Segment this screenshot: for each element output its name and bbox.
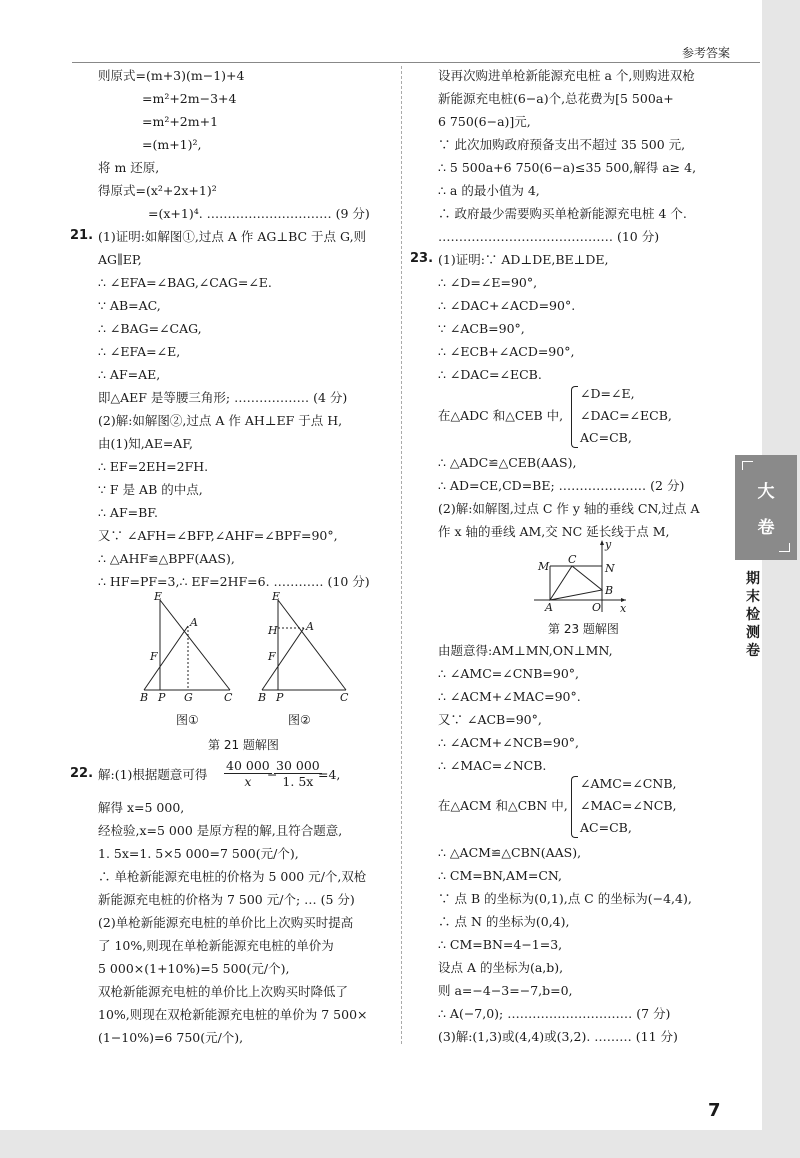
label-E: E [154, 590, 163, 603]
text-line: − [267, 767, 278, 782]
text-line: ∴ ∠ACM+∠NCB=90°, [438, 735, 580, 750]
text-line: 设点 A 的坐标为(a,b), [438, 960, 564, 975]
text-line: (2)解:如解图,过点 C 作 y 轴的垂线 CN,过点 A [438, 501, 700, 516]
system-line: AC=CB, [580, 430, 632, 445]
text-line: ∴ AF=BF. [98, 505, 158, 520]
text-line: ∴ ∠BAG=∠CAG, [98, 321, 202, 336]
label-O: O [592, 601, 602, 614]
text-line: (1)证明:如解图①,过点 A 作 AG⊥BC 于点 G,则 [98, 229, 367, 244]
label-C: C [224, 691, 233, 702]
text-line: 则 a=−4−3=−7,b=0, [438, 983, 573, 998]
text-line: =m²+2m+1 [142, 114, 219, 129]
fraction-numerator: 40 000 [226, 758, 270, 773]
text-line: 则原式=(m+3)(m−1)+4 [98, 68, 245, 83]
text-line: ∴ CM=BN,AM=CN, [438, 868, 563, 883]
text-line: ∴ A(−7,0); ………………………… (7 分) [438, 1006, 671, 1021]
label-B: B [140, 691, 149, 702]
text-line: ∴ ∠D=∠E=90°, [438, 275, 538, 290]
label-E: E [272, 590, 281, 603]
corner-mark [779, 543, 790, 552]
question-number: 22. [70, 766, 94, 781]
figure-caption: 第 23 题解图 [548, 622, 619, 636]
system-brace [571, 776, 578, 838]
text-line: ∵ 此次加购政府预备支出不超过 35 500 元, [438, 137, 686, 152]
question-number: 21. [70, 228, 94, 243]
text-line: =(x+1)⁴. ………………………… (9 分) [148, 206, 370, 221]
text-line: ∴ 点 N 的坐标为(0,4), [438, 914, 570, 929]
text-line: ∴ ∠DAC+∠ACD=90°. [438, 298, 576, 313]
text-line: ∴ ∠AMC=∠CNB=90°, [438, 666, 580, 681]
text-line: 由(1)知,AE=AF, [98, 436, 194, 451]
system-line: ∠DAC=∠ECB, [580, 408, 672, 423]
system-line: ∠AMC=∠CNB, [580, 776, 677, 791]
system-line: ∠MAC=∠NCB, [580, 798, 677, 813]
label-C: C [340, 691, 349, 702]
text-line: 得原式=(x²+2x+1)² [98, 183, 217, 198]
text-line: ∴ AF=AE, [98, 367, 161, 382]
system-line: AC=CB, [580, 820, 632, 835]
text-line: 5 000×(1+10%)=5 500(元/个), [98, 961, 290, 976]
label-F: F [150, 650, 158, 663]
label-A: A [190, 616, 198, 629]
label-B: B [258, 691, 267, 702]
text-line: ∴ 单枪新能源充电桩的价格为 5 000 元/个,双枪 [98, 869, 367, 884]
text-line: 6 750(6−a)]元, [438, 114, 531, 129]
fraction [274, 758, 322, 789]
figure-21-1 [138, 590, 238, 702]
text-line: 新能源充电桩(6−a)个,总花费为[5 500a+ [438, 91, 674, 106]
text-line: (1)证明:∵ AD⊥DE,BE⊥DE, [438, 252, 609, 267]
label-G: G [184, 691, 193, 702]
text-line: 作 x 轴的垂线 AM,交 NC 延长线于点 M, [438, 524, 670, 539]
text-line: (3)解:(1,3)或(4,4)或(3,2). ……… (11 分) [438, 1029, 678, 1044]
text-line: 设再次购进单枪新能源充电桩 a 个,则购进双枪 [438, 68, 695, 83]
fraction [224, 758, 272, 789]
label-P: P [276, 691, 284, 702]
page-header: 参考答案 [681, 46, 730, 60]
text-line: ∴ ∠EFA=∠E, [98, 344, 181, 359]
text-line: (2)解:如解图②,过点 A 作 AH⊥EF 于点 H, [98, 413, 343, 428]
text-line: (2)单枪新能源充电桩的单价比上次购买时提高 [98, 915, 354, 930]
text-line: 新能源充电桩的价格为 7 500 元/个; … (5 分) [98, 892, 355, 907]
text-line: 了 10%,则现在单枪新能源充电桩的单价为 [98, 938, 334, 953]
text-line: ∴ EF=2EH=2FH. [98, 459, 209, 474]
text-line: 在△ADC 和△CEB 中, [438, 408, 564, 423]
label-C: C [568, 553, 577, 566]
text-line: ∴ ∠MAC=∠NCB. [438, 758, 547, 773]
text-line: ∵ 点 B 的坐标为(0,1),点 C 的坐标为(−4,4), [438, 891, 692, 906]
vertical-title [743, 570, 763, 660]
question-number: 23. [410, 251, 434, 266]
text-line: ∴ CM=BN=4−1=3, [438, 937, 563, 952]
text-line: 1. 5x=1. 5×5 000=7 500(元/个), [98, 846, 299, 861]
label-F: F [268, 650, 276, 663]
text-line: 又∵ ∠AFH=∠BFP,∠AHF=∠BPF=90°, [98, 528, 338, 543]
text-line: ∴ 政府最少需要购买单枪新能源充电桩 4 个. [438, 206, 687, 221]
text-line: 在△ACM 和△CBN 中, [438, 798, 568, 813]
text-line: ∴ △AHF≌△BPF(AAS), [98, 551, 235, 566]
text-line: ∴ ∠ECB+∠ACD=90°, [438, 344, 575, 359]
text-line: (1−10%)=6 750(元/个), [98, 1030, 244, 1045]
text-line: ∵ F 是 AB 的中点, [98, 482, 203, 497]
column-divider [401, 66, 402, 1044]
label-M: M [538, 560, 550, 573]
text-line: ∴ HF=PF=3,∴ EF=2HF=6. ………… (10 分) [98, 574, 370, 589]
header-rule [72, 62, 760, 63]
figure-caption: 图② [288, 713, 311, 727]
figure-caption: 图① [176, 713, 199, 727]
text-line: AG∥EP, [98, 252, 142, 267]
side-tab-text: 卷 [757, 518, 775, 538]
text-line: =(m+1)², [142, 137, 202, 152]
vertical-char: 检 [746, 607, 760, 623]
text-line: 经检验,x=5 000 是原方程的解,且符合题意, [98, 823, 343, 838]
vertical-char: 卷 [746, 643, 760, 659]
label-A: A [545, 601, 553, 614]
text-line: 双枪新能源充电桩的单价比上次购买时降低了 [98, 984, 349, 999]
text-line: ∴ ∠ACM+∠MAC=90°. [438, 689, 581, 704]
label-y: y [605, 538, 612, 551]
label-N: N [605, 562, 615, 575]
text-line: 10%,则现在双枪新能源充电桩的单价为 7 500× [98, 1007, 368, 1022]
figure-23 [532, 538, 632, 614]
figure-caption: 第 21 题解图 [208, 738, 279, 752]
system-line: ∠D=∠E, [580, 386, 635, 401]
text-line: =4, [318, 767, 341, 782]
text-line: ∴ AD=CE,CD=BE; ………………… (2 分) [438, 478, 685, 493]
label-B: B [605, 584, 614, 597]
text-line: 将 m 还原, [98, 160, 160, 175]
page-number: 7 [708, 1100, 721, 1121]
label-P: P [158, 691, 166, 702]
vertical-char: 期 [746, 571, 760, 587]
corner-mark [742, 461, 753, 470]
text-line: 解:(1)根据题意可得 [98, 767, 208, 782]
vertical-char: 测 [746, 625, 760, 641]
system-brace [571, 386, 578, 448]
vertical-char: 末 [746, 589, 760, 605]
text-line: 解得 x=5 000, [98, 800, 185, 815]
text-line: ∴ △ADC≌△CEB(AAS), [438, 455, 577, 470]
side-tab [735, 455, 797, 560]
label-A: A [306, 620, 314, 633]
side-tab-text: 大 [757, 482, 775, 502]
fraction-denominator: 1. 5x [282, 774, 314, 789]
fraction-numerator: 30 000 [276, 758, 320, 773]
label-H: H [268, 624, 278, 637]
text-line: =m²+2m−3+4 [142, 91, 237, 106]
text-line: ∴ 5 500a+6 750(6−a)≤35 500,解得 a≥ 4, [438, 160, 697, 175]
figure-21-2 [254, 590, 354, 702]
text-line: ∴ ∠EFA=∠BAG,∠CAG=∠E. [98, 275, 272, 290]
fraction-denominator: x [244, 774, 252, 789]
text-line: 由题意得:AM⊥MN,ON⊥MN, [438, 643, 613, 658]
text-line: ∵ ∠ACB=90°, [438, 321, 525, 336]
text-line: 又∵ ∠ACB=90°, [438, 712, 542, 727]
text-line: ∴ a 的最小值为 4, [438, 183, 540, 198]
text-line: ∴ △ACM≌△CBN(AAS), [438, 845, 582, 860]
text-line: ∵ AB=AC, [98, 298, 161, 313]
text-line: 即△AEF 是等腰三角形; ……………… (4 分) [98, 390, 348, 405]
text-line: ∴ ∠DAC=∠ECB. [438, 367, 542, 382]
text-line: …………………………………… (10 分) [438, 229, 660, 244]
label-x: x [620, 602, 627, 614]
